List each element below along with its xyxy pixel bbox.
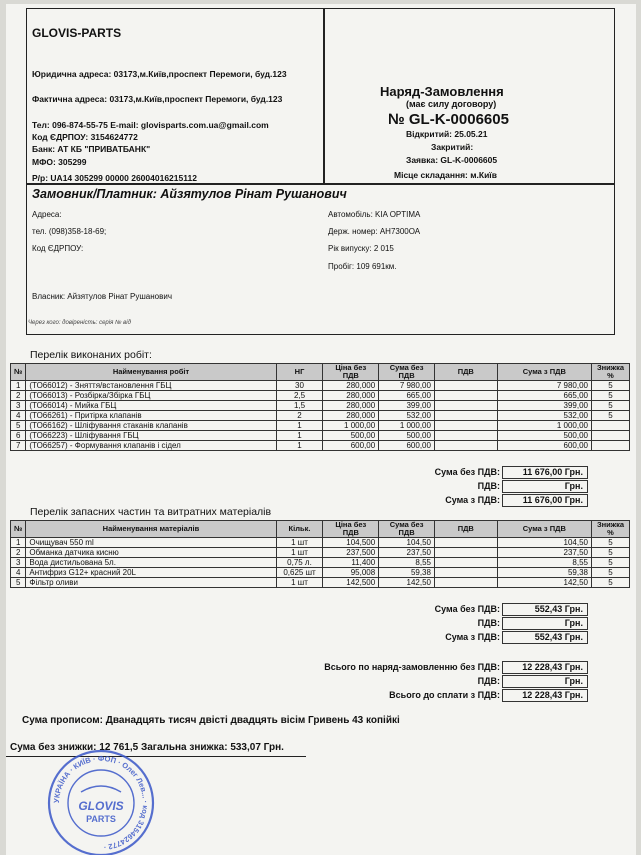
row-number: 7 — [11, 441, 26, 451]
grand-total-value: 12 228,43 Грн. — [502, 689, 588, 702]
work-order-document — [6, 4, 636, 855]
row-price: 1 000,00 — [323, 421, 379, 431]
row-vat — [434, 411, 497, 421]
row-price: 500,00 — [323, 431, 379, 441]
row-number: 3 — [11, 401, 26, 411]
row-vat — [434, 421, 497, 431]
row-vat — [434, 391, 497, 401]
work-row — [11, 391, 630, 401]
col-vat: ПДВ — [434, 521, 497, 538]
work-row — [11, 421, 630, 431]
order-number: № GL-K-0006605 — [388, 111, 509, 128]
row-vat — [434, 538, 497, 548]
row-price: 237,500 — [323, 548, 379, 558]
sum-in-words: Сума прописом: Дванадцять тисяч двісті двадцять вісім Гривень 43 копійкі — [22, 715, 400, 726]
row-number: 4 — [11, 568, 26, 578]
col-norm-hours: НГ — [276, 364, 323, 381]
row-qty: 1 шт — [276, 538, 323, 548]
grand-total-label: Всього по наряд-замовленню без ПДВ: — [324, 662, 500, 672]
row-sum: 532,00 — [379, 411, 435, 421]
row-price: 280,000 — [323, 381, 379, 391]
row-discount: 5 — [591, 578, 629, 588]
car-plate: Держ. номер: АН7300ОА — [328, 227, 421, 236]
row-sum: 665,00 — [379, 391, 435, 401]
col-sum: Сума без ПДВ — [379, 364, 435, 381]
bank-account: Р/р: UA14 305299 00000 26004016215112 — [32, 173, 197, 183]
parts-heading: Перелік запасних частин та витратних матеріалів — [30, 506, 272, 518]
row-qty: 1 шт — [276, 578, 323, 588]
stamp-ring-text: УКРАЇНА · КИЇВ · ФОП · Олег Лев... · код 3154624772 · — [51, 753, 151, 852]
legal-address: Юридична адреса: 03173,м.Київ,проспект Перемоги, буд.123 — [32, 69, 287, 79]
row-number: 2 — [11, 548, 26, 558]
row-number: 4 — [11, 411, 26, 421]
order-subtitle: (має силу договору) — [406, 99, 497, 109]
work-row — [11, 441, 630, 451]
grand-total-label: ПДВ: — [477, 676, 500, 686]
row-qty: 2,5 — [276, 391, 323, 401]
parts-total-label: Сума без ПДВ: — [434, 604, 500, 614]
works-total-value: Грн. — [502, 480, 588, 493]
row-price: 280,000 — [323, 411, 379, 421]
works-total-value: 11 676,00 Грн. — [502, 494, 588, 507]
row-discount — [592, 431, 630, 441]
work-row — [11, 381, 630, 391]
stamp-brand-bottom: PARTS — [86, 814, 116, 824]
row-sum: 600,00 — [379, 441, 435, 451]
work-row — [11, 401, 630, 411]
parts-total-label: ПДВ: — [477, 618, 500, 628]
row-vat — [434, 441, 497, 451]
row-sum-vat: 237,50 — [497, 548, 591, 558]
car-year: Рік випуску: 2 015 — [328, 244, 394, 253]
row-sum-vat: 7 980,00 — [497, 381, 591, 391]
row-qty: 30 — [276, 381, 323, 391]
row-name: (ТО66223) - Шліфування ГБЦ — [26, 431, 276, 441]
row-price: 11,400 — [323, 558, 379, 568]
car-model: Автомобіль: KIA OPTIMA — [328, 210, 421, 219]
works-total-label: ПДВ: — [477, 481, 500, 491]
col-price: Ціна без ПДВ — [323, 521, 379, 538]
col-sum: Сума без ПДВ — [379, 521, 435, 538]
col-number: № — [11, 521, 26, 538]
row-sum: 500,00 — [379, 431, 435, 441]
row-sum-vat: 532,00 — [497, 411, 591, 421]
row-price: 95,008 — [323, 568, 379, 578]
row-sum-vat: 600,00 — [497, 441, 591, 451]
row-sum: 237,50 — [379, 548, 435, 558]
discount-summary: Сума без знижки: 12 761,5 Загальна знижка: 533,07 Грн. — [10, 742, 284, 753]
row-sum-vat: 142,50 — [497, 578, 591, 588]
row-sum: 59,38 — [379, 568, 435, 578]
row-qty: 1 — [276, 441, 323, 451]
parts-total-label: Сума з ПДВ: — [445, 632, 500, 642]
works-total-label: Сума з ПДВ: — [445, 495, 500, 505]
works-total-value: 11 676,00 Грн. — [502, 466, 588, 479]
row-sum: 7 980,00 — [379, 381, 435, 391]
row-discount: 5 — [592, 411, 630, 421]
row-name: (ТО66013) - Розбірка/Збірка ГБЦ — [26, 391, 276, 401]
part-row — [11, 538, 630, 548]
order-title: Наряд-Замовлення — [380, 84, 504, 99]
row-vat — [434, 578, 497, 588]
row-number: 6 — [11, 431, 26, 441]
row-sum-vat: 8,55 — [497, 558, 591, 568]
row-name: Обманка датчика кисню — [26, 548, 276, 558]
request-number: Заявка: GL-K-0006605 — [406, 155, 498, 165]
grand-total-value: Грн. — [502, 675, 588, 688]
row-sum-vat: 104,50 — [497, 538, 591, 548]
car-owner: Власник: Айзятулов Рінат Рушанович — [32, 292, 172, 301]
works-heading: Перелік виконаних робіт: — [30, 349, 152, 361]
stamp-brand-top: GLOVIS — [78, 799, 124, 813]
bank-name: Банк: АТ КБ "ПРИВАТБАНК" — [32, 144, 151, 154]
row-sum: 142,50 — [379, 578, 435, 588]
row-qty: 0,75 л. — [276, 558, 323, 568]
row-number: 1 — [11, 381, 26, 391]
row-name: Антифриз G12+ красний 20L — [26, 568, 276, 578]
col-quantity: Кільк. — [276, 521, 323, 538]
row-vat — [434, 381, 497, 391]
row-sum-vat: 665,00 — [497, 391, 591, 401]
row-discount: 5 — [591, 548, 629, 558]
row-number: 5 — [11, 421, 26, 431]
part-row — [11, 548, 630, 558]
row-qty: 0,625 шт — [276, 568, 323, 578]
row-qty: 1 — [276, 431, 323, 441]
row-discount: 5 — [591, 568, 629, 578]
row-name: (ТО66162) - Шліфування стаканів клапанів — [26, 421, 276, 431]
row-discount: 5 — [592, 391, 630, 401]
opened-date: Відкритий: 25.05.21 — [406, 129, 488, 139]
grand-total-value: 12 228,43 Грн. — [502, 661, 588, 674]
customer-edrpou: Код ЄДРПОУ: — [32, 244, 84, 253]
col-sum-vat: Сума з ПДВ — [497, 521, 591, 538]
row-sum: 1 000,00 — [379, 421, 435, 431]
row-sum: 399,00 — [379, 401, 435, 411]
col-material-name: Найменування матеріалів — [26, 521, 276, 538]
actual-address: Фактична адреса: 03173,м.Київ,проспект Перемоги, буд.123 — [32, 94, 283, 104]
parts-table — [10, 520, 630, 588]
compile-place: Місце складання: м.Київ — [394, 170, 497, 180]
col-vat: ПДВ — [434, 364, 497, 381]
row-qty: 2 — [276, 411, 323, 421]
row-discount: 5 — [591, 558, 629, 568]
row-discount: 5 — [592, 381, 630, 391]
row-qty: 1 шт — [276, 548, 323, 558]
phone-email: Тел: 096-874-55-75 E-mail: glovisparts.com.ua@gmail.com — [32, 120, 269, 130]
row-sum-vat: 500,00 — [497, 431, 591, 441]
row-name: Очищувач 550 ml — [26, 538, 276, 548]
row-name: (ТО66261) - Притірка клапанів — [26, 411, 276, 421]
row-sum: 104,50 — [379, 538, 435, 548]
customer-heading: Замовник/Платник: Айзятулов Рінат Рушанович — [32, 187, 347, 201]
col-work-name: Найменування робіт — [26, 364, 276, 381]
works-total-label: Сума без ПДВ: — [434, 467, 500, 477]
row-sum-vat: 399,00 — [497, 401, 591, 411]
row-discount — [592, 421, 630, 431]
row-number: 3 — [11, 558, 26, 568]
closed-date: Закритий: — [431, 142, 474, 152]
row-name: (ТО66012) - Зняття/встановлення ГБЦ — [26, 381, 276, 391]
row-vat — [434, 568, 497, 578]
row-vat — [434, 558, 497, 568]
parts-header-row — [11, 521, 630, 538]
grand-total-label: Всього до сплати з ПДВ: — [389, 690, 500, 700]
parts-total-value: Грн. — [502, 617, 588, 630]
part-row — [11, 568, 630, 578]
company-edrpou: Код ЄДРПОУ: 3154624772 — [32, 132, 138, 142]
part-row — [11, 558, 630, 568]
works-header-row — [11, 364, 630, 381]
car-mileage: Пробіг: 109 691км. — [328, 262, 397, 271]
work-row — [11, 411, 630, 421]
row-name: (ТО66014) - Мийка ГБЦ — [26, 401, 276, 411]
company-name: GLOVIS-PARTS — [32, 26, 122, 40]
row-sum-vat: 1 000,00 — [497, 421, 591, 431]
work-row — [11, 431, 630, 441]
parts-total-value: 552,43 Грн. — [502, 603, 588, 616]
row-price: 142,500 — [323, 578, 379, 588]
col-number: № — [11, 364, 26, 381]
col-price: Ціна без ПДВ — [323, 364, 379, 381]
customer-phone: тел. (098)358-18-69; — [32, 227, 107, 236]
row-price: 280,000 — [323, 391, 379, 401]
row-qty: 1,5 — [276, 401, 323, 411]
works-table — [10, 363, 630, 451]
row-price: 280,000 — [323, 401, 379, 411]
row-discount: 5 — [592, 401, 630, 411]
row-price: 600,00 — [323, 441, 379, 451]
row-number: 5 — [11, 578, 26, 588]
row-sum: 8,55 — [379, 558, 435, 568]
part-row — [11, 578, 630, 588]
row-qty: 1 — [276, 421, 323, 431]
row-vat — [434, 548, 497, 558]
proxy-line: Через кого: довіреність: серія № від — [28, 320, 131, 326]
row-vat — [434, 431, 497, 441]
row-name: (ТО66257) - Формування клапанів і сідел — [26, 441, 276, 451]
row-name: Фільтр оливи — [26, 578, 276, 588]
col-discount: Знижка % — [592, 364, 630, 381]
company-stamp — [46, 748, 156, 855]
parts-total-value: 552,43 Грн. — [502, 631, 588, 644]
row-price: 104,500 — [323, 538, 379, 548]
row-number: 1 — [11, 538, 26, 548]
col-discount: Знижка % — [591, 521, 629, 538]
row-discount: 5 — [591, 538, 629, 548]
row-discount — [592, 441, 630, 451]
row-name: Вода дистильована 5л. — [26, 558, 276, 568]
customer-box — [26, 183, 615, 335]
col-sum-vat: Сума з ПДВ — [497, 364, 591, 381]
row-sum-vat: 59,38 — [497, 568, 591, 578]
mfo: МФО: 305299 — [32, 157, 87, 167]
row-number: 2 — [11, 391, 26, 401]
customer-address: Адреса: — [32, 210, 62, 219]
row-vat — [434, 401, 497, 411]
